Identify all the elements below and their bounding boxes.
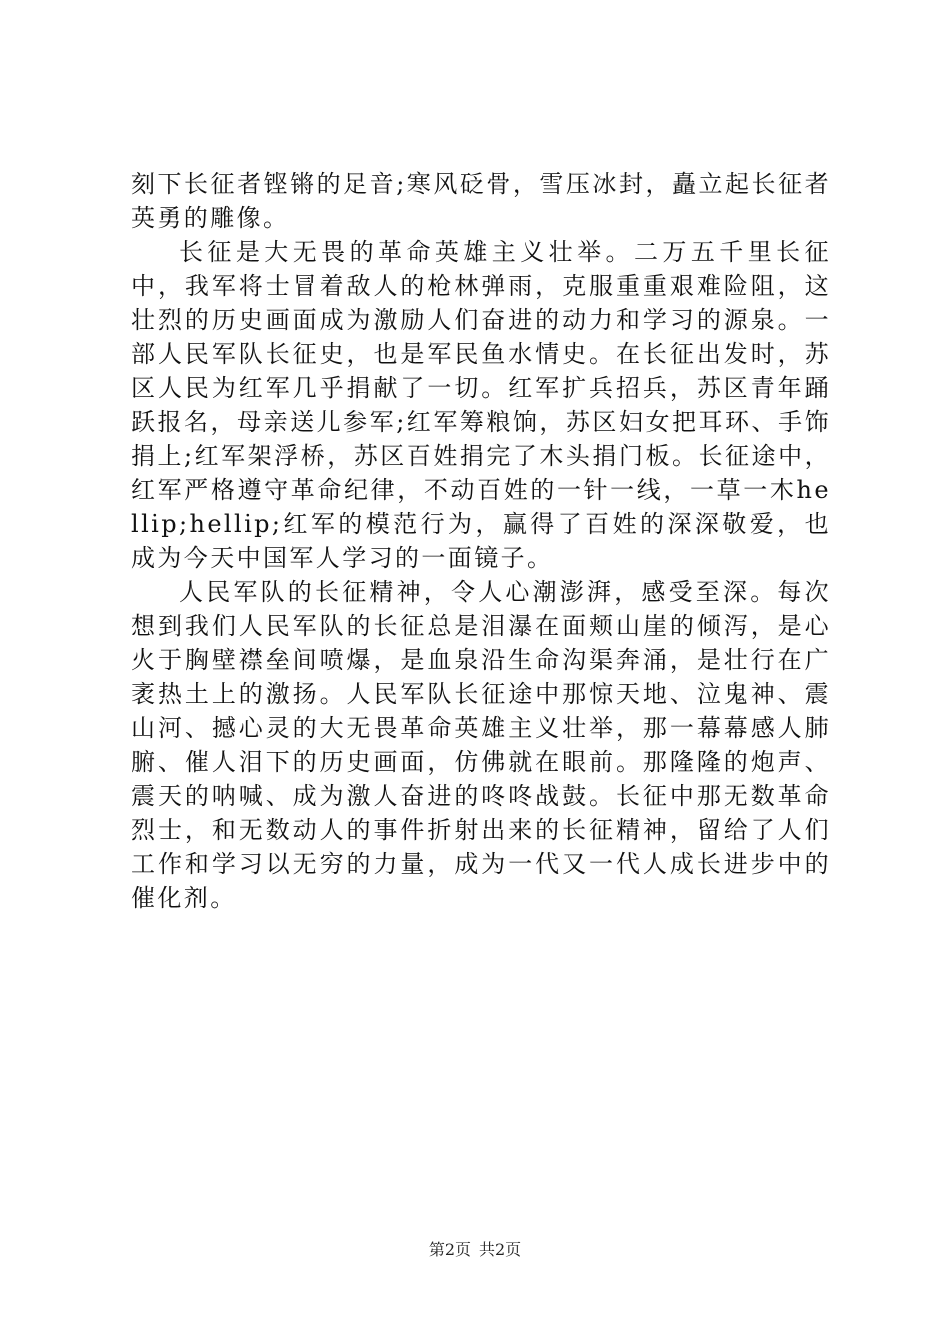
page-total: 共2页 (479, 1240, 522, 1259)
page-footer (0, 1240, 950, 1260)
paragraph-long-march-spirit: 人民军队的长征精神，令人心潮澎湃，感受至深。每次想到我们人民军队的长征总是泪瀑在面颊山崖的倾泻，是心火于胸壁襟垒间喷爆，是血泉沿生命沟渠奔涌，是壮行在广袤热土上的激扬。人民军队长征途中那惊天地、泣鬼神、震山河、撼心灵的大无畏革命英雄主义壮举，那一幕幕感人肺腑、催人泪下的历史画面，仿佛就在眼前。那隆隆的炮声、震天的呐喊、成为激人奋进的咚咚战鼓。长征中那无数革命烈士，和无数动人的事件折射出来的长征精神，留给了人们工作和学习以无穷的力量，成为一代又一代人成长进步中的催化剂。 (131, 578, 831, 912)
paragraph-continued: 刻下长征者铿锵的足音;寒风砭骨，雪压冰封，矗立起长征者英勇的雕像。 (131, 170, 831, 232)
document-body (131, 167, 831, 915)
paragraph-long-march-heroism: 长征是大无畏的革命英雄主义壮举。二万五千里长征中，我军将士冒着敌人的枪林弹雨，克服重重艰难险阻，这壮烈的历史画面成为激励人们奋进的动力和学习的源泉。一部人民军队长征史，也是军民鱼水情史。在长征出发时，苏区人民为红军几乎捐献了一切。红军扩兵招兵，苏区青年踊跃报名，母亲送儿参军;红军筹粮饷，苏区妇女把耳环、手饰捐上;红军架浮桥，苏区百姓捐完了木头捐门板。长征途中，红军严格遵守革命纪律，不动百姓的一针一线，一草一木hellip;hellip;红军的模范行为，赢得了百姓的深深敬爱，也成为今天中国军人学习的一面镜子。 (131, 238, 831, 572)
page-number: 第2页 (428, 1240, 471, 1259)
